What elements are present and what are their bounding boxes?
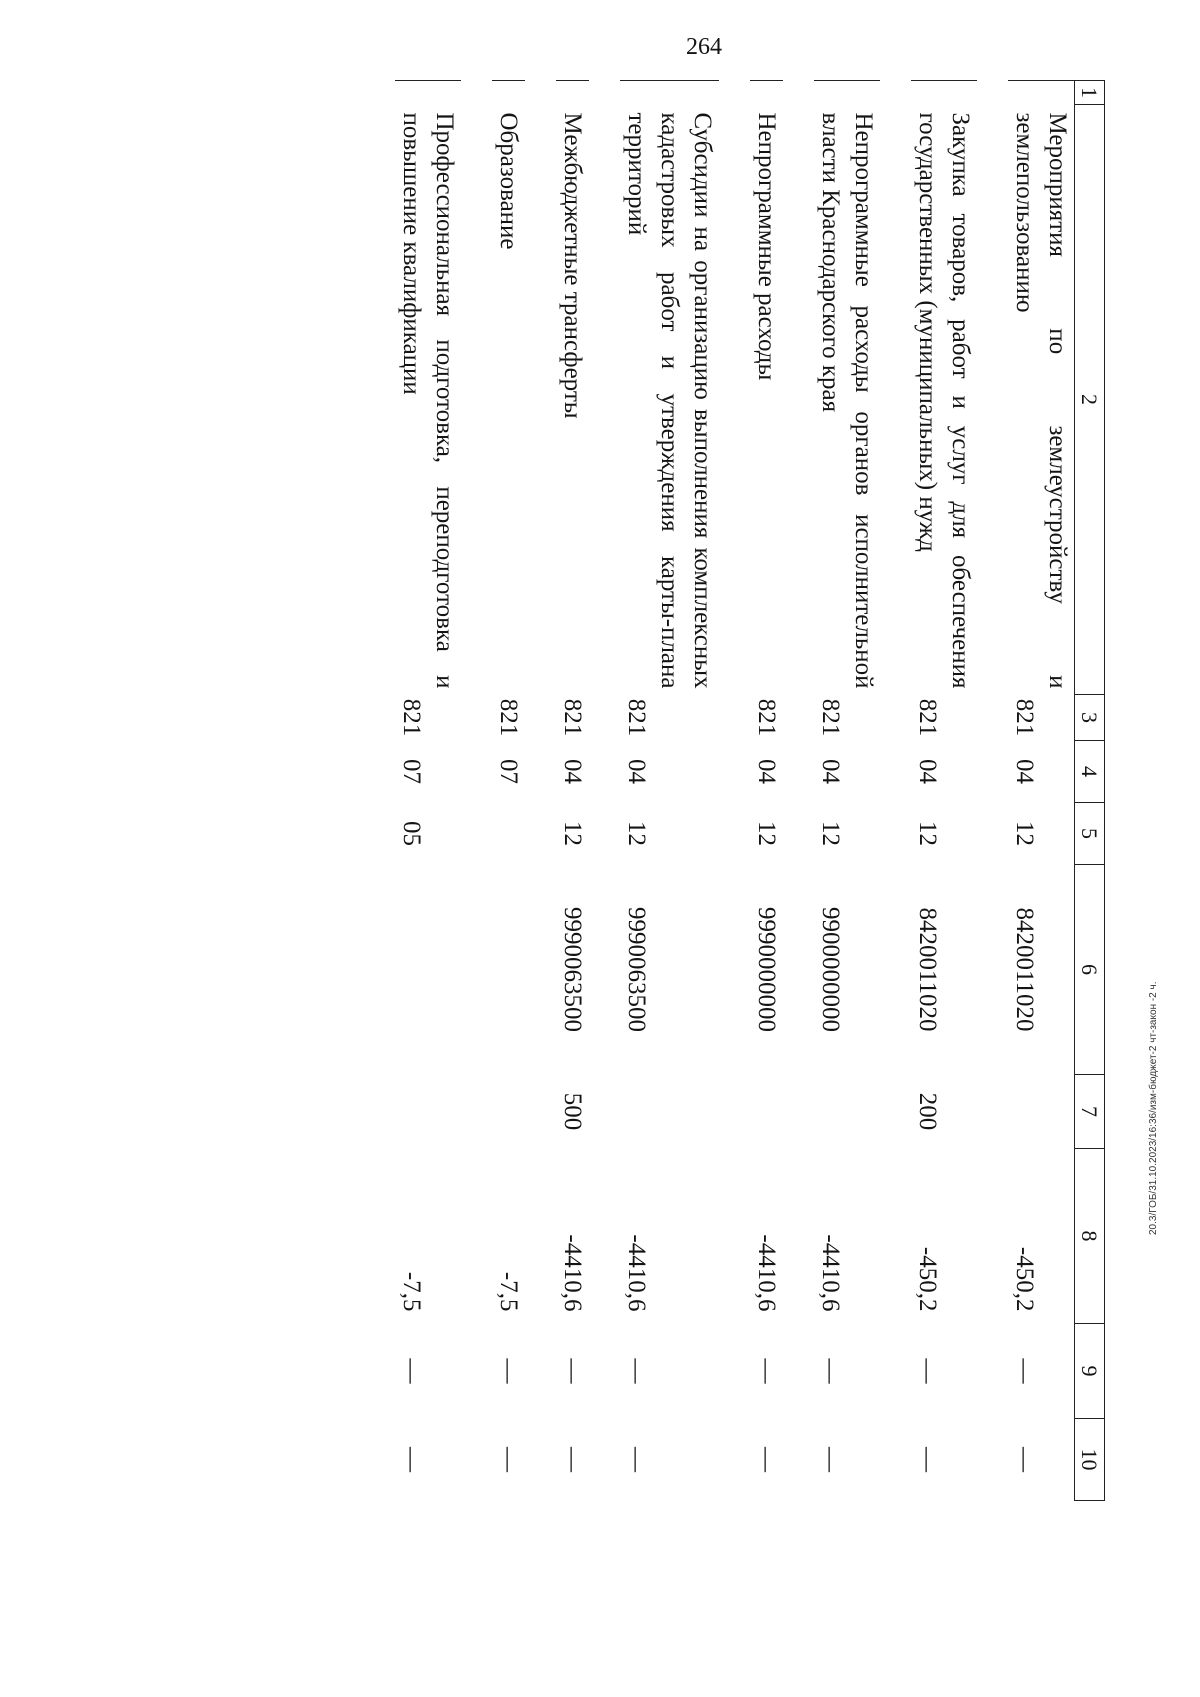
row-description: Мероприятия по землеустройству и землепользованию: [1011, 112, 1071, 689]
row-spacer: [525, 81, 556, 1501]
cell-col-5: 05: [398, 821, 425, 846]
cell-col-6: [492, 865, 525, 1075]
table-header: [1075, 81, 1105, 1501]
table-row: [814, 81, 880, 1501]
cell-col-9: —: [1011, 1358, 1038, 1384]
row-description: Непрограммные расходы органов исполнительной власти Краснодарского края: [817, 112, 877, 689]
cell-col-6: 9990063500: [559, 907, 586, 1032]
cell-col-7: [1008, 1075, 1075, 1149]
cell-col-4: 07: [495, 759, 522, 784]
cell-col-4: 04: [817, 759, 844, 784]
cell-col-4: 04: [623, 759, 650, 784]
cell-col-8: -4410,6: [753, 1234, 780, 1312]
table-body: [395, 81, 1075, 1501]
row-number-cell: [911, 81, 977, 105]
cell-col-7: [750, 1075, 783, 1149]
cell-col-4: 07: [398, 759, 425, 784]
cell-col-8: -7,5: [495, 1271, 522, 1312]
row-description: Профессиональная подготовка, переподготовка и повышение квалификации: [398, 112, 458, 689]
header-col-1: 1: [1075, 81, 1105, 105]
row-spacer: [880, 81, 911, 1501]
row-number-cell: [395, 81, 461, 105]
row-spacer: [461, 81, 492, 1501]
cell-col-3: 821: [914, 698, 941, 737]
cell-col-10: —: [559, 1447, 586, 1472]
cell-col-9: —: [495, 1358, 522, 1384]
row-spacer: [589, 81, 620, 1501]
row-number-cell: [750, 81, 783, 105]
header-row: [1075, 81, 1105, 1501]
cell-col-6: [395, 865, 461, 1075]
cell-col-8: -7,5: [398, 1271, 425, 1312]
table-row: [395, 81, 461, 1501]
row-number-cell: [1008, 81, 1075, 105]
header-col-2: 2: [1075, 105, 1105, 695]
row-description: Межбюджетные трансферты: [559, 112, 586, 419]
row-spacer: [977, 81, 1008, 1501]
cell-col-7: [620, 1075, 719, 1149]
row-description: Субсидии на организацию выполнения комплексных кадастровых работ и утверждения карты-плана территорий: [623, 112, 716, 689]
cell-col-10: —: [398, 1447, 425, 1472]
rotated-table-sheet: [175, 80, 1105, 1500]
cell-col-7: 200: [914, 1092, 941, 1131]
cell-col-5: 12: [817, 821, 844, 846]
cell-col-7: [492, 1075, 525, 1149]
row-spacer: [719, 81, 750, 1501]
row-number-cell: [620, 81, 719, 105]
row-description: Закупка товаров, работ и услуг для обеспечения государственных (муниципальных) нужд: [914, 112, 974, 689]
header-col-9: 9: [1075, 1324, 1105, 1419]
cell-col-5: 12: [753, 821, 780, 846]
header-col-3: 3: [1075, 695, 1105, 741]
cell-col-6: 9990000000: [753, 907, 780, 1032]
cell-col-3: 821: [623, 698, 650, 737]
row-number-cell: [492, 81, 525, 105]
cell-col-9: —: [559, 1358, 586, 1384]
cell-col-10: —: [623, 1447, 650, 1472]
cell-col-3: 821: [753, 698, 780, 737]
header-col-5: 5: [1075, 803, 1105, 865]
cell-col-5: 12: [914, 821, 941, 846]
cell-col-9: —: [753, 1358, 780, 1384]
header-col-6: 6: [1075, 865, 1105, 1075]
cell-col-9: —: [817, 1358, 844, 1384]
row-number-cell: [814, 81, 880, 105]
cell-col-5: [492, 803, 525, 865]
cell-col-8: -450,2: [1011, 1246, 1038, 1312]
cell-col-3: 821: [1011, 698, 1038, 737]
header-col-7: 7: [1075, 1075, 1105, 1149]
cell-col-10: —: [914, 1447, 941, 1472]
budget-table: [395, 80, 1105, 1501]
row-number-cell: [556, 81, 589, 105]
cell-col-5: 12: [1011, 821, 1038, 846]
table-row: [750, 81, 783, 1501]
cell-col-7: [395, 1075, 461, 1149]
row-description: Образование: [495, 112, 522, 250]
table-row: [911, 81, 977, 1501]
table-row: [1008, 81, 1075, 1501]
row-description: Непрограммные расходы: [753, 112, 780, 381]
cell-col-3: 821: [495, 698, 522, 737]
cell-col-8: -450,2: [914, 1246, 941, 1312]
cell-col-9: —: [914, 1358, 941, 1384]
cell-col-5: 12: [623, 821, 650, 846]
row-spacer: [783, 81, 814, 1501]
header-col-10: 10: [1075, 1419, 1105, 1501]
header-col-4: 4: [1075, 741, 1105, 803]
cell-col-6: 8420011020: [914, 907, 941, 1032]
cell-col-6: 8420011020: [1011, 907, 1038, 1032]
cell-col-9: —: [623, 1358, 650, 1384]
cell-col-6: 9900000000: [817, 907, 844, 1032]
table-row: [492, 81, 525, 1501]
cell-col-6: 9990063500: [623, 907, 650, 1032]
cell-col-7: [814, 1075, 880, 1149]
cell-col-4: 04: [753, 759, 780, 784]
page-number: 264: [686, 34, 722, 60]
table-row: [556, 81, 589, 1501]
cell-col-10: —: [495, 1447, 522, 1472]
cell-col-4: 04: [914, 759, 941, 784]
cell-col-4: 04: [1011, 759, 1038, 784]
cell-col-10: —: [817, 1447, 844, 1472]
cell-col-8: -4410,6: [623, 1234, 650, 1312]
cell-col-4: 04: [559, 759, 586, 784]
cell-col-10: —: [1011, 1447, 1038, 1472]
cell-col-3: 821: [817, 698, 844, 737]
document-footer-code: 20.3/ГОБ/31.10.2023/16:36/изм-бюджет-2 чт-закон -2 ч.: [1148, 981, 1159, 1235]
cell-col-10: —: [753, 1447, 780, 1472]
cell-col-9: —: [398, 1358, 425, 1384]
cell-col-8: -4410,6: [817, 1234, 844, 1312]
cell-col-3: 821: [559, 698, 586, 737]
cell-col-5: 12: [559, 821, 586, 846]
cell-col-7: 500: [559, 1092, 586, 1131]
cell-col-3: 821: [398, 698, 425, 737]
table-row: [620, 81, 719, 1501]
header-col-8: 8: [1075, 1149, 1105, 1324]
cell-col-8: -4410,6: [559, 1234, 586, 1312]
